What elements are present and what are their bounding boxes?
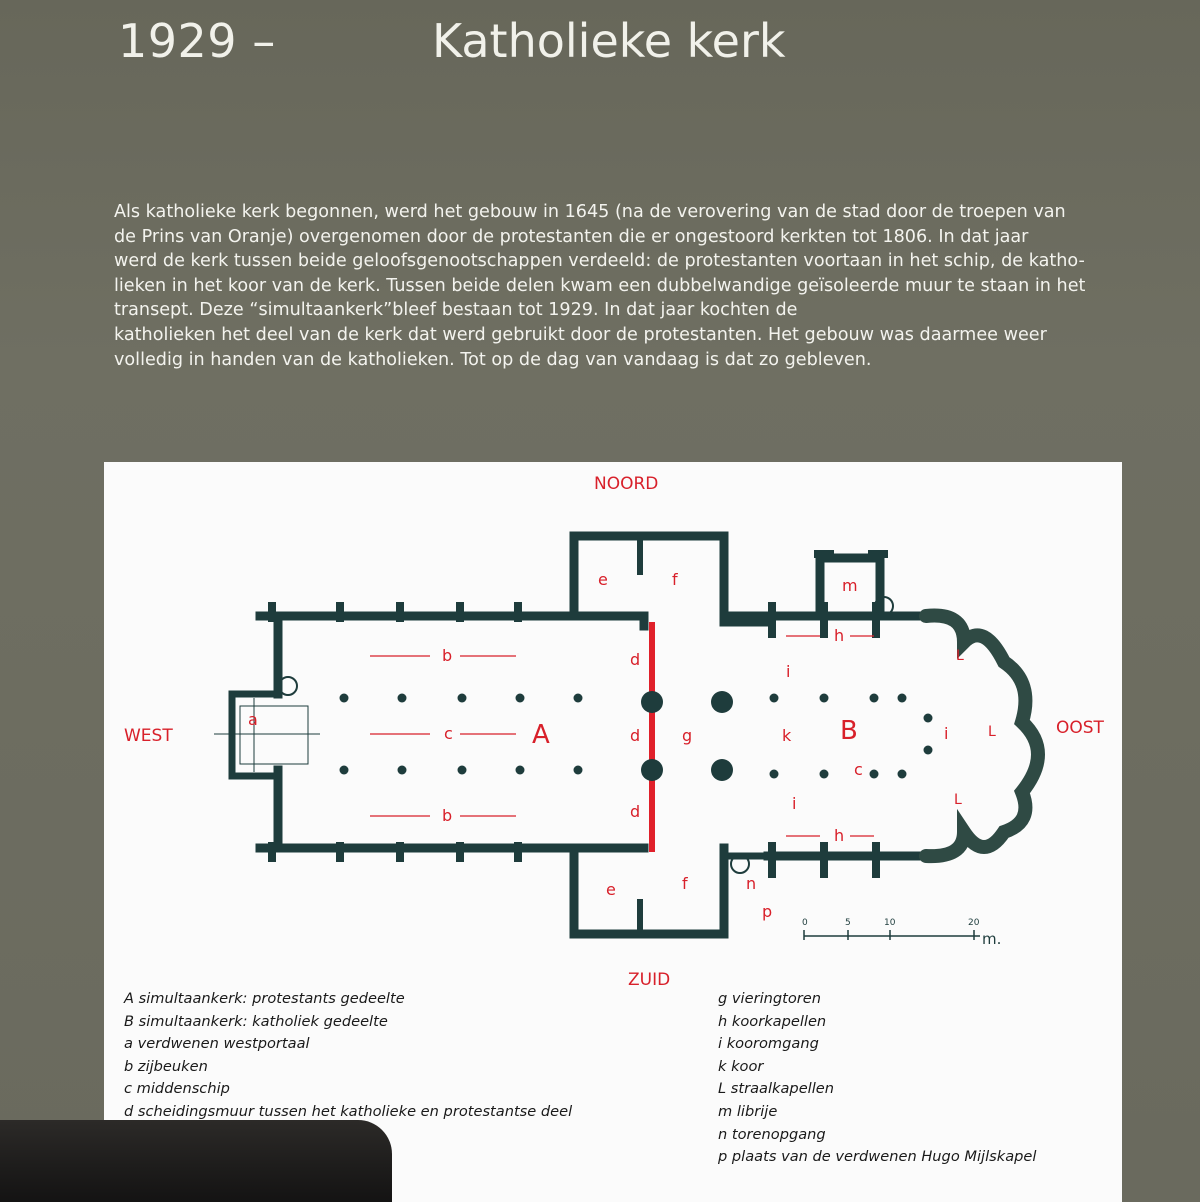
column xyxy=(340,694,349,703)
column xyxy=(770,694,779,703)
label-i-north: i xyxy=(786,662,791,681)
intro-line: lieken in het koor van de kerk. Tussen beide delen kwam een dubbelwandige geïsoleerde muur te staan in het xyxy=(114,275,1086,296)
label-L-south: L xyxy=(954,792,962,808)
intro-line: werd de kerk tussen beide geloofsgenootschappen verdeeld: de protestanten voortaan in het schip, de katho- xyxy=(114,251,1085,272)
buttress xyxy=(336,842,344,862)
scale-tick-20: 20 xyxy=(968,918,980,928)
legend-item: d scheidingsmuur tussen het katholieke en protestantse deel xyxy=(124,1102,573,1120)
buttress xyxy=(768,602,776,638)
label-B: B xyxy=(840,716,858,746)
compass-south: ZUID xyxy=(628,970,671,990)
label-d-top: d xyxy=(630,650,641,669)
label-h-south: h xyxy=(834,826,845,845)
year-heading: 1929 – xyxy=(118,14,276,68)
buttress xyxy=(868,550,888,558)
buttress xyxy=(396,602,404,622)
intro-line: katholieken het deel van de kerk dat werd gebruikt door de protestanten. Het gebouw was daarmee weer xyxy=(114,324,1047,345)
buttress xyxy=(514,602,522,622)
legend-left xyxy=(124,988,572,1124)
column xyxy=(574,694,583,703)
label-n: n xyxy=(746,874,757,893)
buttress xyxy=(872,842,880,878)
label-f-north: f xyxy=(672,570,678,589)
label-h-north: h xyxy=(834,626,845,645)
label-d-bottom: d xyxy=(630,802,641,821)
nave-north-wall xyxy=(260,616,644,626)
label-g: g xyxy=(682,726,693,745)
intro-text xyxy=(114,200,1124,372)
scale-tick-10: 10 xyxy=(884,918,896,928)
intro-line: Als katholieke kerk begonnen, werd het gebouw in 1645 (na de verovering van de stad door de troepen van xyxy=(114,202,1066,222)
legend-item: A simultaankerk: protestants gedeelte xyxy=(124,990,405,1007)
buttress xyxy=(814,550,834,558)
compass-north: NOORD xyxy=(594,474,659,494)
label-A: A xyxy=(532,720,550,750)
legend-item: B simultaankerk: katholiek gedeelte xyxy=(124,1012,388,1030)
column xyxy=(924,746,933,755)
buttress xyxy=(820,842,828,878)
label-p: p xyxy=(762,902,773,921)
legend-item: n torenopgang xyxy=(718,1125,826,1143)
chair-backrest xyxy=(0,1120,392,1202)
choir-south-stub xyxy=(724,848,768,856)
label-k: k xyxy=(782,726,792,745)
buttress xyxy=(396,842,404,862)
buttress xyxy=(456,602,464,622)
column xyxy=(820,694,829,703)
compass-west: WEST xyxy=(124,726,173,746)
label-f-south: f xyxy=(682,874,688,893)
legend-item: h koorkapellen xyxy=(718,1012,827,1030)
legend-item: p plaats van de verdwenen Hugo Mijlskapel xyxy=(718,1148,1037,1166)
label-e-north: e xyxy=(598,570,608,589)
column xyxy=(516,766,525,775)
legend-item: i kooromgang xyxy=(718,1035,819,1053)
buttress xyxy=(268,842,276,862)
intro-line: transept. Deze “simultaankerk”bleef bestaan tot 1929. In dat jaar kochten de xyxy=(114,300,798,321)
column xyxy=(924,714,933,723)
scale-tick-5: 5 xyxy=(845,918,851,928)
legend-item: a verdwenen westportaal xyxy=(124,1035,310,1053)
label-d-mid: d xyxy=(630,726,641,745)
label-L-north: L xyxy=(956,648,964,664)
scale-tick-0: 0 xyxy=(802,918,808,928)
crossing-pier xyxy=(641,691,663,713)
column xyxy=(516,694,525,703)
buttress xyxy=(456,842,464,862)
floor-plan-board xyxy=(104,462,1122,1202)
crossing-pier xyxy=(711,759,733,781)
label-b-north: b xyxy=(442,646,453,665)
compass-east: OOST xyxy=(1056,718,1104,738)
column xyxy=(770,770,779,779)
column xyxy=(898,770,907,779)
intro-line: de Prins van Oranje) overgenomen door de protestanten die er ongestoord kerkten tot 1806. In dat jaar xyxy=(114,226,1029,247)
legend-item: b zijbeuken xyxy=(124,1057,208,1075)
column xyxy=(898,694,907,703)
legend-right xyxy=(718,988,1036,1169)
scale-bar xyxy=(804,930,980,940)
buttress xyxy=(820,602,828,638)
label-c-choir: c xyxy=(854,760,863,779)
legend-item: g vieringtoren xyxy=(718,990,822,1007)
intro-line: volledig in handen van de katholieken. Tot op de dag van vandaag is dat zo gebleven. xyxy=(114,349,872,370)
label-L-east: L xyxy=(988,724,996,740)
radiating-chapels xyxy=(926,616,1038,857)
legend-item: L straalkapellen xyxy=(718,1080,835,1098)
crossing-pier xyxy=(641,759,663,781)
label-e-south: e xyxy=(606,880,616,899)
legend-item: m librije xyxy=(718,1102,778,1120)
column xyxy=(398,766,407,775)
buttress xyxy=(268,602,276,622)
label-a: a xyxy=(248,710,258,729)
label-i-south: i xyxy=(792,794,797,813)
column xyxy=(870,694,879,703)
page-title: Katholieke kerk xyxy=(432,14,786,68)
buttress xyxy=(336,602,344,622)
label-i-east: i xyxy=(944,724,949,743)
label-b-south: b xyxy=(442,806,453,825)
crossing-pier xyxy=(711,691,733,713)
column xyxy=(458,766,467,775)
column xyxy=(398,694,407,703)
column xyxy=(820,770,829,779)
buttress xyxy=(768,842,776,878)
column xyxy=(458,694,467,703)
column xyxy=(574,766,583,775)
buttress xyxy=(514,842,522,862)
scale-unit: m. xyxy=(982,930,1002,948)
label-m: m xyxy=(842,576,858,595)
legend-item: c middenschip xyxy=(124,1080,230,1098)
column xyxy=(870,770,879,779)
legend-item: k koor xyxy=(718,1057,764,1075)
label-c: c xyxy=(444,724,453,743)
south-transept xyxy=(574,848,724,934)
column xyxy=(340,766,349,775)
